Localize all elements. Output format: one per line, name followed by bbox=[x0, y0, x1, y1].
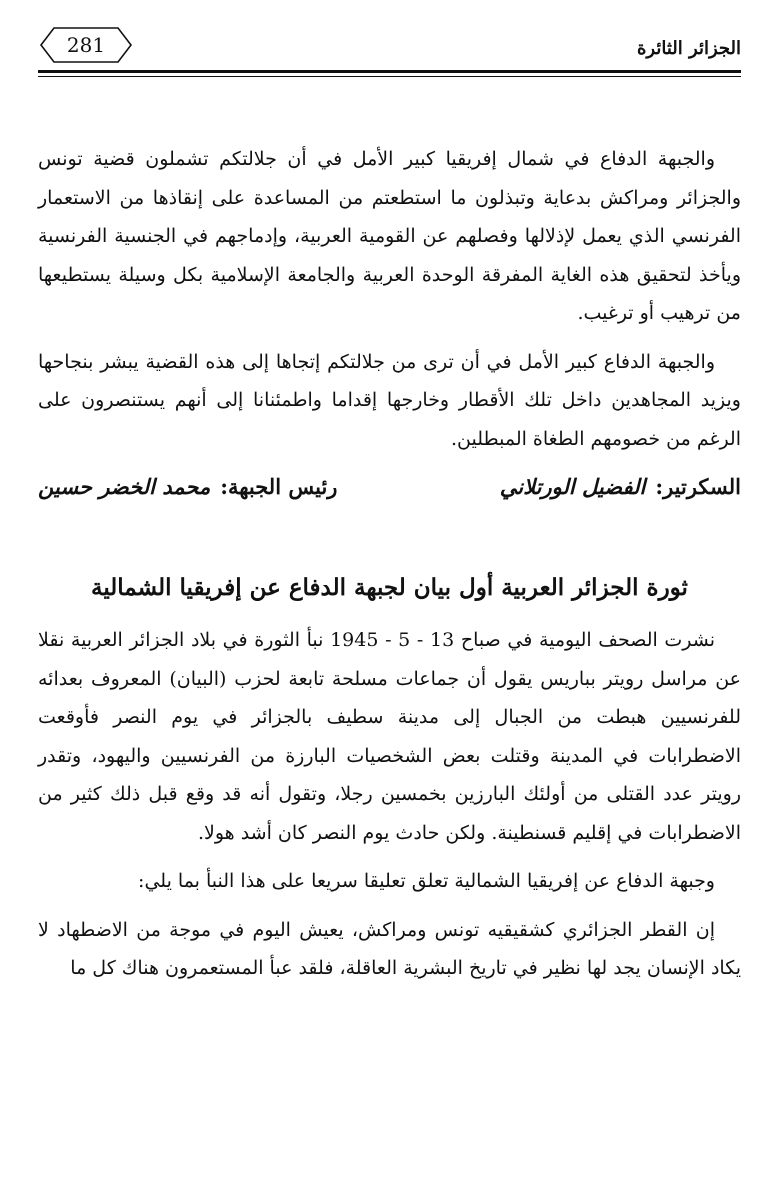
secretary-signature bbox=[500, 468, 741, 507]
header-rule-thin bbox=[38, 76, 741, 77]
president-label: رئيس الجبهة: bbox=[220, 474, 338, 499]
page-body bbox=[38, 140, 741, 998]
signatures bbox=[38, 468, 741, 507]
running-title: الجزائر الثائرة bbox=[636, 38, 741, 59]
page-number: 281 bbox=[66, 33, 106, 57]
paragraph: نشرت الصحف اليومية في صباح 13 - 5 - 1945 نبأ الثورة في بلاد الجزائر العربية نقلا عن مراسل رويتر بباريس يقول أن جماعات مسلحة تابعة لحزب (البيان) المعروف بعدائه للفرنسيين هبطت من الجبال إلى مدينة سطيف بالجزائر في يوم النصر فأوقعت الاضطرابات في المدينة وقتلت بعض الشخصيات البارزة من الفرنسيين واليهود، وتقدر رويتر عدد القتلى من أولئك البارزين بخمسين رجلا، وتقول أنه قد وقع قبل ذلك كثير من الاضطرابات في إقليم قسنطينة. ولكن حادث يوم النصر كان أشد هولا. bbox=[38, 629, 741, 844]
president-name: محمد الخضر حسين bbox=[38, 474, 211, 499]
secretary-label: السكرتير: bbox=[655, 474, 741, 499]
paragraph: والجبهة الدفاع كبير الأمل في أن ترى من جلالتكم إتجاها إلى هذه القضية يبشر بنجاحها ويزيد المجاهدين داخل تلك الأقطار وخارجها إقداما واطمئنانا إلى أنهم يستنصرون على الرغم من خصومهم الطغاة المبطلين. bbox=[38, 350, 741, 450]
president-signature bbox=[38, 468, 337, 507]
section-title: ثورة الجزائر العربية أول بيان لجبهة الدفاع عن إفريقيا الشمالية bbox=[91, 573, 688, 601]
page-number-badge bbox=[38, 26, 134, 64]
secretary-name: الفضيل الورتلاني bbox=[499, 474, 646, 499]
paragraph: وجبهة الدفاع عن إفريقيا الشمالية تعلق تعليقا سريعا على هذا النبأ بما يلي: bbox=[138, 870, 715, 892]
paragraph: إن القطر الجزائري كشقيقيه تونس ومراكش، يعيش اليوم في موجة من الاضطهاد لا يكاد الإنسان يجد لها نظير في تاريخ البشرية العاقلة، فلقد عبأ المستعمرون هناك كل ما bbox=[38, 918, 741, 979]
paragraph: والجبهة الدفاع في شمال إفريقيا كبير الأمل في أن جلالتكم تشملون قضية تونس والجزائر ومراكش بدعاية وتبذلون ما استطعتم من المساعدة على إنقاذها من الاستعمار الفرنسي الذي يعمل لإذلالها وفصلهم عن القومية العربية، وإدماجهم في الجنسية الفرنسية ويأخذ لتحقيق هذه الغاية المفرقة الوحدة العربية والجامعة الإسلامية بكل وسيلة يستطيعها من ترهيب أو ترغيب. bbox=[38, 148, 741, 324]
header-rule-thick bbox=[38, 70, 741, 73]
